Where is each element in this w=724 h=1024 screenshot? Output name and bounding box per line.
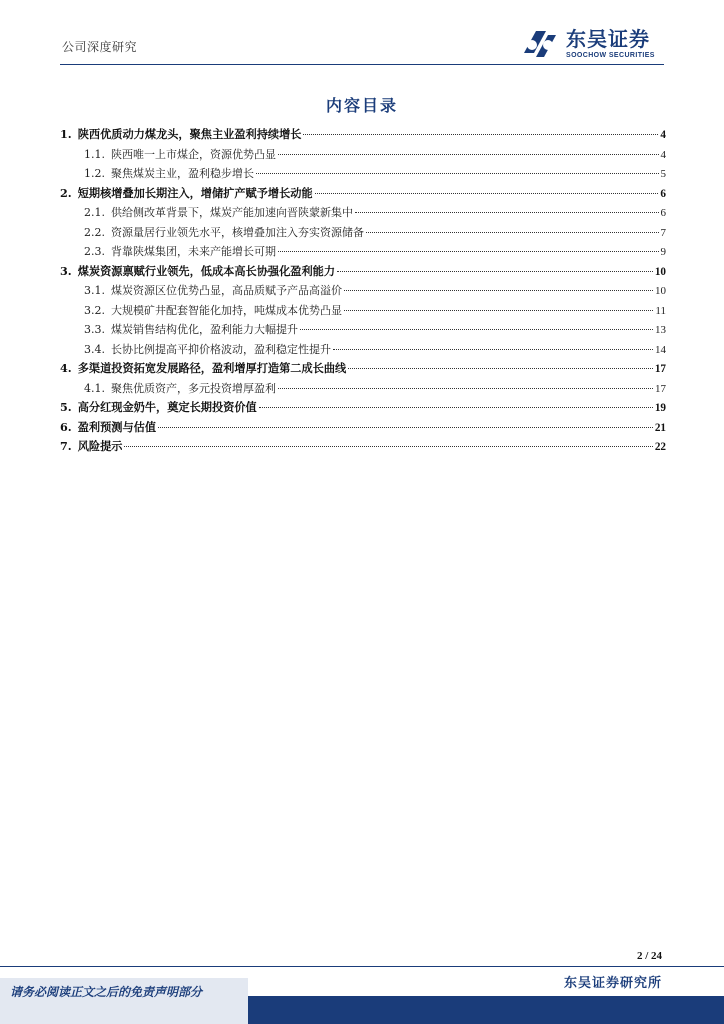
toc-entry-number: 2.2. [84, 225, 105, 239]
toc-dot-leader [344, 290, 653, 291]
toc-entry-title: 聚焦优质资产，多元投资增厚盈利 [111, 381, 276, 395]
disclaimer-bar [0, 978, 248, 1004]
toc-entry-page: 4 [660, 129, 666, 141]
toc-entry-number: 3.1. [84, 284, 105, 297]
toc-entry-number: 4.1. [84, 381, 105, 395]
toc-dot-leader [278, 154, 659, 155]
table-of-contents [60, 126, 666, 458]
toc-entry-title: 盈利预测与估值 [77, 419, 157, 434]
header-divider [60, 64, 664, 65]
toc-section-entry[interactable] [60, 263, 666, 283]
toc-subsection-entry[interactable] [60, 165, 666, 185]
toc-dot-leader [303, 134, 658, 135]
toc-entry-title: 背靠陕煤集团，未来产能增长可期 [111, 245, 276, 258]
toc-dot-leader [256, 173, 659, 174]
toc-entry-title: 大规模矿井配套智能化加持，吨煤成本优势凸显 [111, 303, 342, 317]
toc-entry-page: 6 [660, 207, 666, 219]
toc-entry-page: 6 [660, 187, 666, 200]
toc-entry-title: 高分红现金奶牛，奠定长期投资价值 [77, 400, 257, 414]
toc-entry-page: 17 [654, 363, 666, 375]
toc-entry-page: 7 [660, 226, 666, 239]
toc-entry-title: 煤炭资源区位优势凸显，高品质赋予产品高溢价 [111, 284, 342, 297]
toc-entry-number: 3.3. [84, 323, 105, 336]
toc-entry-page: 22 [654, 441, 666, 453]
toc-entry-number: 3. [60, 263, 72, 278]
toc-subsection-entry[interactable] [60, 146, 666, 166]
toc-entry-page: 5 [660, 168, 666, 180]
toc-entry-page: 13 [655, 324, 666, 336]
toc-entry-page: 10 [654, 265, 666, 278]
toc-entry-title: 短期核增叠加长期注入，增储扩产赋予增长动能 [77, 185, 313, 200]
toc-entry-title: 多渠道投资拓宽发展路径，盈利增厚打造第二成长曲线 [77, 361, 347, 375]
toc-subsection-entry[interactable] [60, 204, 666, 224]
toc-dot-leader [259, 407, 653, 408]
toc-entry-page: 14 [655, 343, 666, 356]
toc-entry-number: 7. [60, 439, 72, 453]
logo-english-name: SOOCHOW SECURITIES [566, 52, 655, 59]
toc-entry-page: 4 [660, 148, 666, 161]
soochow-logo-icon [520, 27, 560, 61]
toc-subsection-entry[interactable] [60, 341, 666, 361]
toc-entry-title: 煤炭销售结构优化，盈利能力大幅提升 [111, 323, 298, 336]
toc-title: 内容目录 [325, 96, 398, 115]
toc-entry-title: 煤炭资源禀赋行业领先，低成本高长协强化盈利能力 [77, 263, 336, 278]
toc-subsection-entry[interactable] [60, 302, 666, 322]
toc-entry-number: 1.1. [84, 147, 105, 161]
toc-section-entry[interactable] [60, 438, 666, 458]
footer-organization: 东吴证券研究所 [563, 976, 662, 991]
toc-subsection-entry[interactable] [60, 243, 666, 263]
toc-dot-leader [278, 388, 653, 389]
toc-section-entry[interactable] [60, 399, 666, 419]
toc-entry-page: 10 [655, 285, 666, 297]
toc-entry-number: 3.4. [84, 342, 105, 356]
logo-chinese-name: 东吴证券 [566, 27, 650, 51]
page-indicator: 2 / 24 [636, 950, 662, 962]
toc-dot-leader [337, 271, 653, 272]
toc-entry-number: 6. [60, 419, 72, 434]
disclaimer-text: 请务必阅读正文之后的免责声明部分 [10, 984, 203, 999]
toc-dot-leader [278, 251, 659, 252]
toc-entry-title: 陕西优质动力煤龙头，聚焦主业盈利持续增长 [77, 127, 302, 141]
toc-dot-leader [158, 427, 653, 428]
company-logo [520, 26, 680, 62]
toc-entry-number: 2. [60, 185, 72, 200]
toc-dot-leader [366, 232, 659, 233]
toc-dot-leader [124, 446, 652, 447]
toc-dot-leader [333, 349, 653, 350]
toc-dot-leader [315, 193, 659, 194]
toc-subsection-entry[interactable] [60, 282, 666, 302]
toc-entry-title: 资源量居行业领先水平，核增叠加注入夯实资源储备 [111, 225, 364, 239]
toc-entry-number: 2.3. [84, 245, 105, 258]
toc-entry-page: 9 [660, 246, 666, 258]
toc-entry-title: 供给侧改革背景下，煤炭产能加速向晋陕蒙新集中 [111, 206, 353, 219]
toc-dot-leader [344, 310, 653, 311]
toc-dot-leader [355, 212, 659, 213]
toc-entry-title: 聚焦煤炭主业，盈利稳步增长 [111, 167, 254, 180]
report-type-label: 公司深度研究 [62, 40, 138, 54]
toc-entry-page: 21 [654, 421, 666, 434]
toc-entry-title: 陕西唯一上市煤企，资源优势凸显 [111, 147, 276, 161]
toc-section-entry[interactable] [60, 126, 666, 146]
toc-subsection-entry[interactable] [60, 380, 666, 400]
toc-section-entry[interactable] [60, 185, 666, 205]
footer-divider [0, 966, 724, 967]
toc-entry-number: 1. [60, 127, 72, 141]
toc-dot-leader [300, 329, 653, 330]
toc-subsection-entry[interactable] [60, 321, 666, 341]
toc-entry-number: 5. [60, 400, 72, 414]
toc-subsection-entry[interactable] [60, 224, 666, 244]
toc-entry-page: 11 [655, 304, 666, 317]
toc-entry-title: 风险提示 [77, 439, 123, 453]
toc-dot-leader [348, 368, 653, 369]
toc-entry-number: 1.2. [84, 167, 105, 180]
toc-entry-title: 长协比例提高平抑价格波动，盈利稳定性提升 [111, 342, 331, 356]
toc-entry-number: 2.1. [84, 206, 105, 219]
toc-entry-number: 3.2. [84, 303, 105, 317]
toc-entry-page: 17 [655, 382, 666, 395]
toc-entry-page: 19 [654, 402, 666, 414]
toc-entry-number: 4. [60, 361, 72, 375]
toc-section-entry[interactable] [60, 360, 666, 380]
toc-section-entry[interactable] [60, 419, 666, 439]
